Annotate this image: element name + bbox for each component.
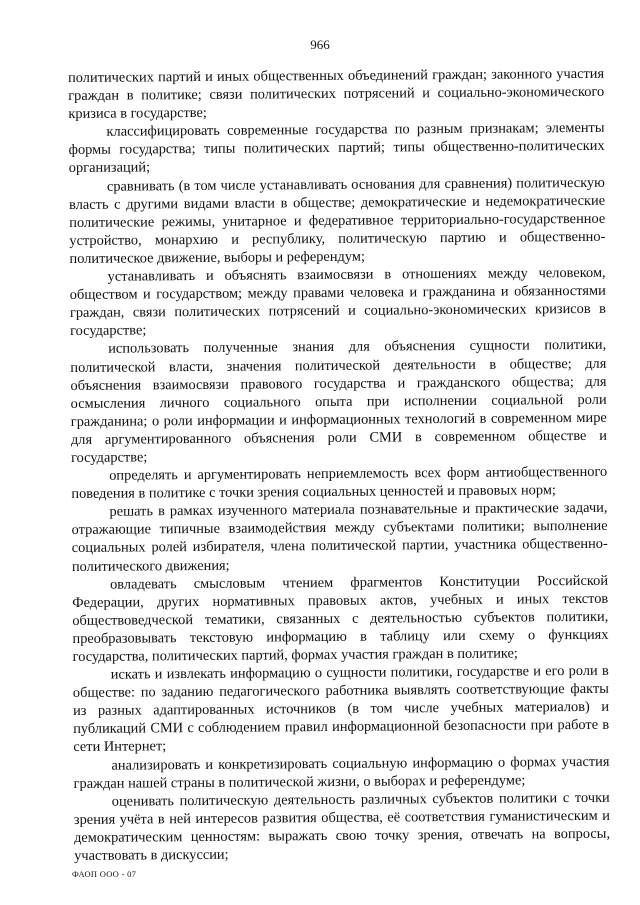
page-number: 966	[310, 37, 330, 52]
paragraph-8: овладевать смысловым чтением фрагментов Конституции Российской Федерации, других нормативных правовых актов, учебных и иных текстов обществоведческой тематики, связанных с деятельностью субъектов политики, преобразовывать текстовую информацию в таблицу или схему о функциях государства, политических партий, формах участия граждан в политике;	[72, 572, 609, 665]
paragraph-7: решать в рамках изученного материала познавательные и практические задачи, отражающие типичные взаимодействия между субъектами политики; выполнение социальных ролей избирателя, члена политической партии, участника общественно-политического движения;	[71, 500, 608, 575]
paragraph-6: определять и аргументировать неприемлемость всех форм антиобщественного поведения в политике с точки зрения социальных ценностей и правовых норм;	[71, 463, 608, 503]
paragraph-9: искать и извлекать информацию о сущности политики, государстве и его роли в обществе: по заданию педагогического работника выявлять соответствующие факты из разных адаптированных источников (в том числе учебных материалов) и публикаций СМИ с соблюдением правил информационной безопасности при работе в сети Интернет;	[72, 662, 610, 756]
document-body	[68, 65, 610, 865]
paragraph-4: устанавливать и объяснять взаимосвязи в отношениях между человеком, обществом и государством; между правами человека и гражданина и обязанностями граждан, связи политических потрясений и социально-экономических кризисов в государстве;	[69, 264, 606, 340]
paragraph-1: политических партий и иных общественных объединений граждан; законного участия граждан в политике; связи политических потрясений и социально-экономического кризиса в государстве;	[68, 65, 605, 123]
footer-code: ФАОП ООО - 07	[72, 869, 137, 879]
paragraph-3: сравнивать (в том числе устанавливать основания для сравнения) политическую власть с другими видами власти в обществе; демократические и недемократические политические режимы, унитарное и федеративное территориально-государственное устройство, монархию и республику, политическую партию и общественно-политическое движение, выборы и референдум;	[69, 174, 606, 267]
paragraph-10: анализировать и конкретизировать социальную информацию о формах участия граждан нашей страны в политической жизни, о выборах и референдуме;	[73, 753, 610, 792]
paragraph-5: использовать полученные знания для объяснения сущности политики, политической власти, значения политической деятельности в обществе; для объяснения взаимосвязи правового государства и гражданского общества; для осмысления личного социального опыта при исполнении социальной роли гражданина; о роли информации и информационных технологий в современном мире для аргументированного объяснения роли СМИ в современном обществе и государстве;	[70, 337, 607, 466]
paragraph-2: классифицировать современные государства по разным признакам; элементы формы государства; типы политических партий; типы общественно-политических организаций;	[68, 120, 605, 177]
paragraph-11: оценивать политическую деятельность различных субъектов политики с точки зрения учёта в ней интересов развития общества, её соответствия гуманистическим и демократическим ценностям: выражать свою точку зрения, отвечать на вопросы, участвовать в дискуссии;	[73, 789, 611, 865]
